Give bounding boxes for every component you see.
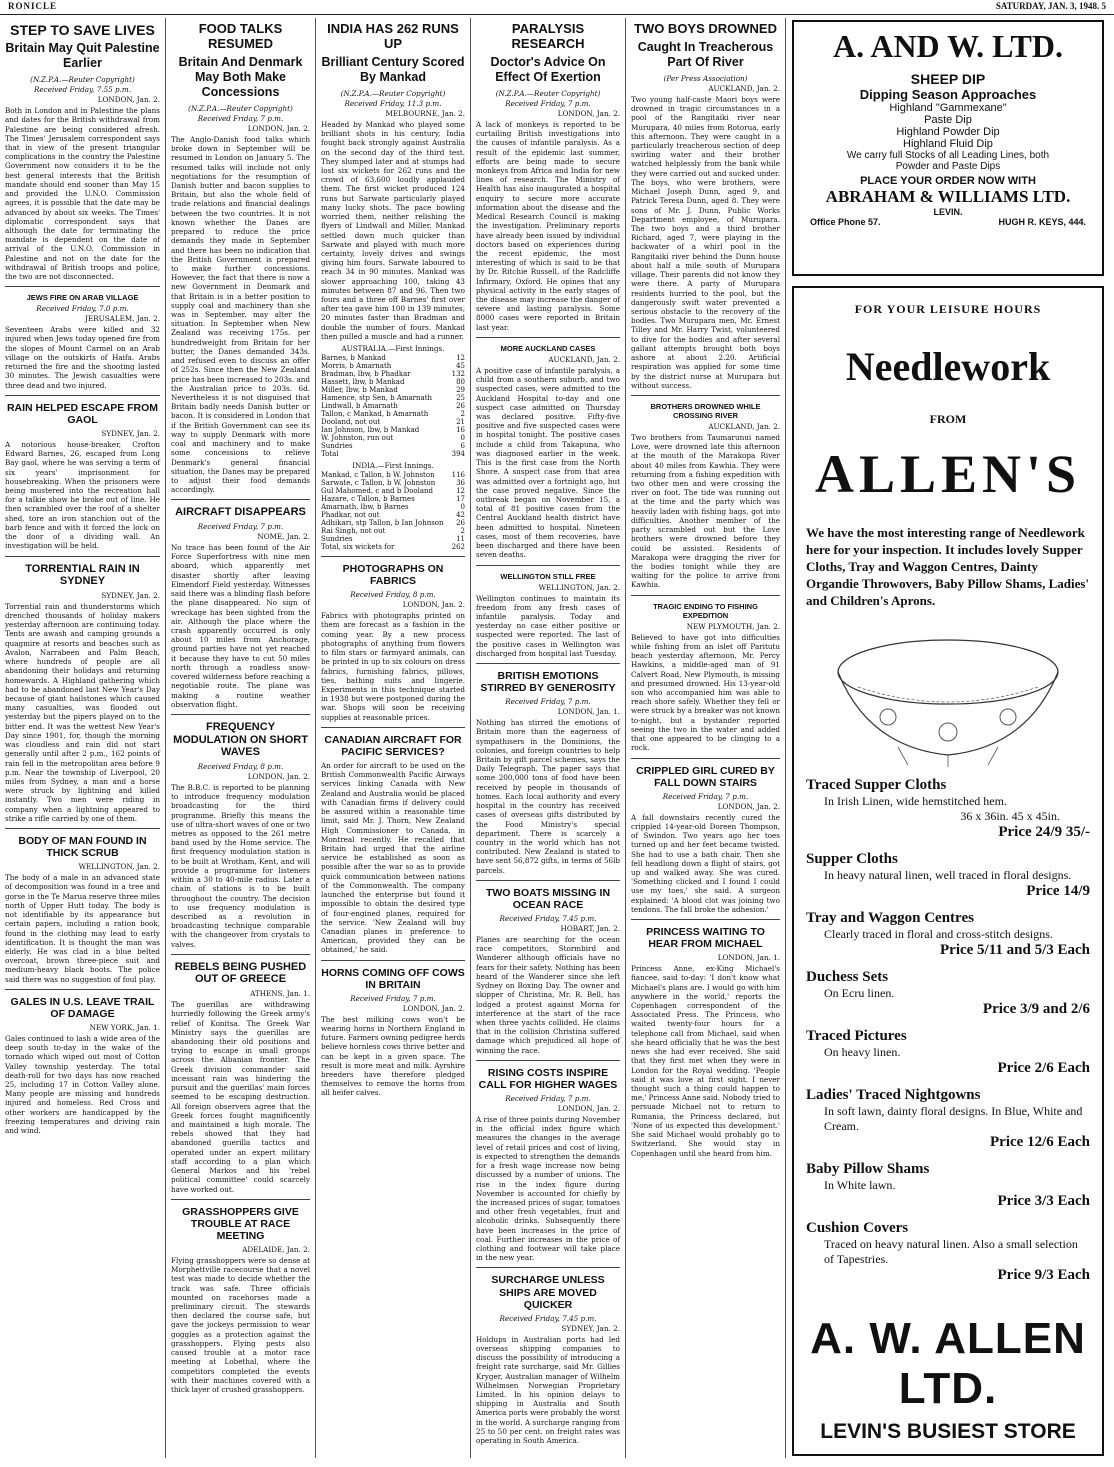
received: Received Friday, 7 p.m.	[197, 522, 284, 532]
article-rain-helped-escape	[5, 402, 160, 557]
body: The body of a male in an advanced state of decomposition was found in a tree and gorse in the Te Marua reserve three miles north of Upper Hutt today. The body is not identifiable by its appearance but certain papers, including a ration book, found in the clothing may lead to early identification. It is thought the man was elderly. He was clad in a blue belted overcoat, brown three-piece suit and medium-heavy black boots. The police said there was no suggestion of foul play.	[5, 873, 160, 984]
batsman: Hazare, c Tallon, b Barnes	[321, 495, 415, 504]
body: Headed by Mankad who played some brilliant shots in his century, India fought back strongly against Australia on the second day of the third test. They slumped later and at stumps had lost six wickets for 262 runs and the crowd of 63,600 loudly applauded them. The first wicket produced 124 runs but Sarwate particularly played many lucky shots. The pace bowling worried them, neither relishing the flyers of Lindwall and Miller. Mankad settled down much quicker than Sarwate and played with much more certainty, lovely drives and swings giving him fours. Sarwate laboured to reach 34 in 90 minutes. Mankad was slower approaching 100, taking 43 minutes between 87 and 96. Then two fours and a three off Barnes' first over after tea gave him 100 in 139 minutes, 20 minutes faster than Bradman and double the number of fours. Mankad then pulled a muscle and had a runner.	[321, 119, 465, 341]
body: The Anglo-Danish food talks which broke down in September will be resumed in London on January 5. The resumed talks will include not only negotiations for the resumption of Danish butter and bacon supplies to Britain, but also the whole field of trade relations and financial dealings between the two countries. It is not known whether the Danes are prepared to reduce the price demands they made in September and there has been no indication that the British Government is prepared to make further concessions. However, the fact that there is now a new Government in Denmark and that Britain is in a better position to supply coal and machinery than she was in September, may alter the situation. In September when New Zealand was receiving 175s. per hundredweight from Britain for her butter, the Danes demanded 343s. and refused even to discuss an offer of 252s. Since then the New Zealand price has been increased to 203s. and the Australian price to 203s. 6d. Nevertheless it is not disguised that Britain badly needs Danish butter or bacon. It is considered in London that if the British Government can see its way to supply Denmark with more coal and machinery and to make some concessions to relieve Denmark's general financial situation, the Danes may be prepared to adjust their food demands accordingly.	[171, 134, 310, 495]
headline: CANADIAN AIRCRAFT FOR PACIFIC SERVICES?	[324, 733, 462, 758]
body: Two young half-caste Maori boys were drowned in tragic circumstances in a pool of the Rangitaiki river near Murupara, 40 miles from Rotorua, early this afternoon. They were caught in a particularly treacherous section of deep swirling water and their brother watched helplessly from the bank while they were carried out and sucked under. The boys, who were brothers, were Michael Joseph Dunn, aged 9, and Patrick Teresa Dunn, aged 8. They were sons of Mr. J. Dunn, Public Works Department employee, of Murupara. The two boys and a third brother Richard, aged 7, were playing in the backwater of a whirl pool in the Rangitaiki river behind the Dunn house about half a mile south of Murupara village. Their parents did not know they were there. A party of Murupara residents hurried to the pool, but the dangerously swift water prevented a serious obstacle to the recovery of the bodies. Two Murupara men, Mr. Ernest Tilley and Mr. Harry Twist, volunteered to dive for the bodies and after several gallant attempts brought both boys ashore at about 2.20. Artificial respiration was applied for some time by the district nurse at Murupara but without success.	[631, 94, 780, 390]
ad-line: Paste Dip	[924, 114, 972, 126]
scorecard-row	[321, 418, 465, 426]
ad-item-desc: In Irish Linen, wide hemstitched hem.	[824, 794, 1007, 809]
credit: (N.Z.P.A.—Reuter Copyright)	[495, 88, 601, 98]
headline: GRASSHOPPERS GIVE TROUBLE AT RACE MEETING	[182, 1205, 299, 1242]
ad-item-name: Duchess Sets	[806, 969, 889, 986]
body: Seventeen Arabs were killed and 32 injured when Jews today opened fire from the slopes of Mount Carmel on an Arab village on the outskirts of Haifa. Arabs returned the fire and the shooting lasted 30 minutes. The Jewish casualties were three dead and two injured.	[5, 325, 160, 390]
scorecard-row	[321, 471, 465, 479]
received: Received Friday, 11.3 p.m.	[344, 98, 442, 108]
headline: REBELS BEING PUSHED OUT OF GREECE	[174, 960, 307, 986]
ad-item-name: Ladies' Traced Nightgowns	[806, 1087, 981, 1104]
article-rising-costs	[476, 1067, 620, 1269]
scorecard-row	[321, 370, 465, 378]
ad-item-name: Traced Pictures	[806, 1028, 907, 1045]
body: A fall downstairs recently cured the crippled 14-year-old Doreen Thompson, of Swindon. Two years ago her toes turned up and her feet became twisted. She had to use a bath chair. Then she fell headlong down a flight of stairs, got up and walked away. She was cured. 'Something clicked and I found I could use my toes,' she said. A surgeon explained: 'A blood clot was joining two tendons. The fall broke the adhesion.'	[631, 812, 780, 914]
ad-from: FROM	[929, 412, 967, 426]
body: A rise of three points during November in the official index figure which measures the changes in the average level of retail prices and cost of living, is expected to strengthen the demands for a fresh wage increase now being discussed by a number of unions. The rise in the index figure during November is accounted for chiefly by the increased prices of sugar, tomatoes and other fresh vegetables, fruit and alcoholic drinks. Subsequently there have been increases in the price of coal. Further increases in the price of clothing and footwear will take place in the new year.	[476, 1114, 620, 1263]
ad-slogan: LEVIN'S BUSIEST STORE	[820, 1420, 1076, 1443]
body: Torrential rain and thunderstorms which drenched thousands of holiday makers yesterday afternoon are continuing today. Tents are awash and camping grounds a quagmire at resorts and beaches such as Avalon, Narrabeen and Palm Beach, where hundreds of people are all abandoning their holidays and returning homewards. A Highland gathering which had to be abandoned last New Year's Day because of giant hailstones which caused many casualties, was flooded out yesterday but the pipers played on to the bitter end. It was the wettest New Year's Day since 1901, for, though the morning was cloudless and rain did not start generally until after 2 p.m., 162 points of rain fell in the metropolitan area before 9 p.m. Near the township of Liverpool, 20 miles from Sydney, a man and a horse were struck by lightning and killed instantly. Two men were riding in company when a lightning appeared to strike a rifle carried by one of them.	[5, 601, 160, 823]
ad-line: PLACE YOUR ORDER NOW WITH	[860, 175, 1036, 187]
headline: TWO BOATS MISSING IN OCEAN RACE	[485, 886, 611, 911]
body: Wellington continues to maintain its freedom from any fresh cases of infantile paralysis. Today and yesterday no case either positive or suspected were reported. The last of the positive cases in Wellington was discharged from hospital last Tuesday.	[476, 593, 620, 658]
ad-item-price: Price 3/9 and 2/6	[982, 1001, 1090, 1018]
ad-item-price: Price 3/3 Each	[997, 1193, 1090, 1210]
ad-item-price: Price 12/6 Each	[990, 1134, 1090, 1151]
article-india-262	[321, 22, 465, 557]
body: Planes are searching for the ocean race competitors, Stormbird and Wanderer although officials have no fears for their safety. Nothing has been heard of the Wanderer since she left Sydney on Boxing Day. The owner and skipper of Christina, Mr. R. Bell, has lodged a protest against Morna for interference at the start of the race when three yachts collided. He claims that in the collision Christina suffered damage which prejudiced all hope of winning the race.	[476, 935, 620, 1055]
column-2	[166, 18, 316, 1458]
ad-top-line: FOR YOUR LEISURE HOURS	[854, 302, 1042, 316]
ad-intro: We have the most interesting range of Needlework here for your inspection. It includes lovely Supper Cloths, Tray and Waggon Centres, Dainty Organdie Throwovers, Baby Pillow Shams, Ladies' and Children's Aprons.	[806, 525, 1090, 608]
article-surcharge	[476, 1274, 620, 1450]
runs: 11	[456, 535, 465, 544]
article-frequency-modulation	[171, 721, 310, 955]
batsman: Total, six wickets for	[321, 543, 395, 552]
body: A lack of monkeys is reported to be curtailing British investigations into the causes of infantile paralysis. As a result of the epidemic last summer, efforts are being made to secure monkeys from Africa and India for new lines of research. The Ministry of Health has also inaugurated a hospital enquiry to secure more accurate information about the disease and the Medical Research Council is making the investigation. Preliminary reports have already been issued by individual doctors based on experiences during the recent epidemic, the most interesting of which is said to be that by Dr. Ritchie Russell, of the Radcliffe Infirmary, Oxford. He opines that any physical activity in the early stages of the disease may increase the danger of severe and lasting paralysis. Some 8000 cases were reported in Britain last year.	[476, 119, 620, 332]
dateline: SYDNEY, Jan. 2.	[561, 1323, 620, 1333]
column-1	[0, 18, 166, 1458]
headline: CRIPPLED GIRL CURED BY FALL DOWN STAIRS	[636, 764, 775, 789]
ad-allens-title: ALLEN'S	[814, 444, 1082, 504]
runs: 17	[456, 495, 465, 504]
masthead-paper-name: RONICLE	[8, 1, 58, 11]
dateline: LONDON, Jan. 1.	[557, 707, 620, 717]
headline: BRITISH EMOTIONS STIRRED BY GENEROSITY	[480, 670, 616, 695]
ad-office-phone: Office Phone 57.	[810, 217, 881, 227]
credit: (N.Z.P.A.—Reuter Copyright)	[340, 88, 446, 98]
scorecard-2-title: INDIA.—First Innings.	[352, 461, 434, 471]
received: Received Friday, 7.55 p.m.	[34, 85, 131, 95]
runs: 6	[460, 442, 465, 451]
runs: 25	[456, 394, 465, 403]
body: Flying grasshoppers were so dense at Morphettville racecourse that a novel test was made to decide whether the track was safe. Three officials mounted on racehorses made a preliminary circuit. The stewards then declared the course safe, but gave the jockeys permission to wear goggles as a protection against the grasshoppers. Flying pests also caused trouble at a motor race meeting at Lobethal, where the competitors completed the events with their machines covered with a thick layer of crushed grasshoppers.	[171, 1255, 310, 1394]
article-wellington-still-free	[476, 572, 620, 665]
runs: 36	[456, 479, 465, 488]
dateline: ATHENS, Jan. 1.	[250, 989, 310, 999]
dateline: AUCKLAND, Jan. 2.	[548, 354, 620, 364]
ad-sheep-dip: SHEEP DIP	[910, 71, 986, 87]
scorecard-row	[321, 450, 465, 458]
dateline: NEW PLYMOUTH, Jan. 2.	[686, 621, 780, 631]
scorecard-row	[321, 495, 465, 503]
runs: 80	[456, 378, 465, 387]
article-more-auckland-cases	[476, 344, 620, 566]
runs: 116	[451, 471, 465, 480]
dateline: LONDON, Jan. 2.	[557, 1103, 620, 1113]
dateline: AUCKLAND, Jan. 2.	[708, 421, 780, 431]
scorecard-row	[321, 535, 465, 543]
article-tragic-ending	[631, 602, 780, 759]
runs: 26	[456, 402, 465, 411]
received: Received Friday, 7 p.m.	[350, 993, 436, 1003]
credit: (N.Z.P.A.—Reuter Copyright)	[30, 75, 135, 85]
body: The guerillas are withdrawing hurriedly following the Greek army's relief of Konitsa. The Greek War Ministry says the guerillas are abandoning their old positions and trying to escape in small groups across the Albanian frontier. The Greek division commander said incessant rain was hindering the pursuit and the guerillas' main forces seemed to be escaping destruction. All foreign observers agree that the Greek forces fought magnificently and maintained a high morale. The rebels showed that they had abandoned guerilla tactics and operated under an expert military staff according to a plan which General Markos and his 'rebel political committee' could scarcely have worked out.	[171, 1000, 310, 1194]
batsman: Barnes, b Mankad	[321, 354, 386, 363]
dateline: NEW YORK, Jan. 1.	[89, 1022, 160, 1032]
batsman: Miller, lbw, b Mankad	[321, 386, 398, 395]
ad-item-price: Price 5/11 and 5/3 Each	[940, 942, 1090, 959]
headline: AIRCRAFT DISAPPEARS	[175, 506, 306, 519]
runs: 12	[456, 487, 465, 496]
body: Gales continued to lash a wide area of the deep south to-day in the wake of the tornado which wiped out most of Cotton Valley township yesterday. The total death-roll for two days has now reached 25, including 17 in Cotton Valley alone. Many people are missing and hundreds injured and homeless. Red Cross and other workers are handicapped by the freezing temperatures and driving rain and wind.	[5, 1033, 160, 1136]
scorecard-row	[321, 394, 465, 402]
scorecard-row	[321, 511, 465, 519]
ad-phones	[794, 217, 1102, 227]
article-torrential-rain	[5, 563, 160, 830]
scorecard-row	[321, 378, 465, 386]
headline: PHOTOGRAPHS ON FABRICS	[342, 563, 444, 588]
scorecard-row	[321, 402, 465, 410]
headline: HORNS COMING OFF COWS IN BRITAIN	[321, 966, 465, 991]
runs: 262	[451, 543, 465, 552]
ad-item-desc: Traced on heavy natural linen. Also a small selection of Tapestries.	[824, 1237, 1078, 1267]
batsman: Sundries	[321, 535, 353, 544]
runs: 45	[456, 362, 465, 371]
dateline: LONDON, Jan. 2.	[97, 95, 160, 105]
article-horns-cows	[321, 967, 465, 1103]
scorecard-australia	[321, 354, 465, 458]
batsman: Dooland, not out	[321, 418, 381, 427]
article-paralysis-research	[476, 22, 620, 338]
article-canadian-aircraft	[321, 734, 465, 961]
body: Both in London and in Palestine the plans and dates for the British withdrawal from Palestine are being considered afresh. The Times' Jerusalem correspondent says that in view of the present triangular complications in the country the Palestine Government now considers it to be the best general interests that the British mandate should end sooner than May 15 and provided the U.N.O. Commission agrees, it is possible that the date may be advanced by about six weeks. The Times' diplomatic correspondent says that although the date for terminating the mandate is dependent on the date of arrival of the U.N.O. Commission in Palestine and not on the date for the withdrawal of British troops and police, the two are not disconnected.	[5, 106, 160, 282]
column-4	[471, 18, 626, 1458]
dateline: LONDON, Jan. 2.	[402, 1003, 465, 1013]
article-photographs-fabrics	[321, 563, 465, 728]
scorecard-row	[321, 442, 465, 450]
headline: FREQUENCY MODULATION ON SHORT WAVES	[173, 720, 308, 759]
batsman: Rai Singh, not out	[321, 527, 386, 536]
dateline: NOME, Jan. 2.	[257, 532, 310, 542]
runs: 2	[460, 527, 465, 536]
article-gales-in-us	[5, 996, 160, 1141]
ad-item-price: Price 9/3 Each	[997, 1267, 1090, 1284]
ad-company: ABRAHAM & WILLIAMS LTD.	[825, 187, 1071, 206]
runs: 0	[460, 503, 465, 512]
ad-item-desc: In heavy natural linen, well traced in floral designs.	[824, 868, 1072, 883]
received: Received Friday, 7 p.m.	[505, 697, 591, 707]
runs: 42	[456, 511, 465, 520]
column-5	[626, 18, 786, 1458]
received: Received Friday, 8 p.m.	[350, 590, 436, 600]
body: The best milking cows won't be wearing horns in Northern England in future. Farmers owning pedigree herds believe hornless cows thrive better and can be kept in a given space. The result is more meat and milk. Ayrshire breeders have therefore pledged themselves to remove the horns from all heifer calves.	[321, 1014, 465, 1098]
masthead	[0, 0, 1114, 15]
body: Holdups in Australian ports had led overseas shipping companies to discuss the possibility of introducing a freight rate surcharge, said Mr. Gillies Kryger, Australian manager of Wilhelm Wilhelmsen Norwegian Proprietary Limited. In his opinion delays to shipping in Australia and South America ports were probably the worst in the world. A surcharge ranging from 25 to 50 per cent. on freight rates was operating in South America.	[476, 1334, 620, 1446]
body: The B.B.C. is reported to be planning to introduce frequency modulation broadcasting for the third programme. Briefly this means the use of ultra-short waves of one or two metres as opposed to the 261 metre band used by the Home service. The first frequency modulation station is to be built at Wrotham, Kent, and will provide a programme for listeners within a 30 to 40-mile radius. Later a chain of stations is to be built throughout the country. The decision to use frequency modulation is described as a revolution in broadcasting technique comparable with the changeover from crystals to valves.	[171, 782, 310, 949]
headline: PARALYSIS RESEARCH	[511, 21, 585, 51]
received: Received Friday, 7.45 p.m.	[499, 914, 597, 923]
body: No trace has been found of the Air Force Superfortress with nine men aboard, which apparently met disaster shortly after leaving Elmendorf Field yesterday. Witnesses said there was a blinding flash before the plane disappeared. No sign of wreckage has been sighted from the air. Although the place where the crash apparently occurred is only about 10 miles from Anchorage, ground parties have not yet reached it because they have to cut 50 miles north through a roadless snow-covered wilderness before reaching a negotiable route. The plane was making a routine weather observation flight.	[171, 543, 310, 709]
dateline: ADELAIDE, Jan. 2.	[242, 1244, 310, 1254]
received: Received Friday, 7.45 p.m.	[499, 1313, 597, 1323]
scorecard-row	[321, 354, 465, 362]
runs: 29	[456, 386, 465, 395]
body: Two brothers from Taumarunui named Love, were drowned late this afternoon at the mouth of the Marakopa River about 40 miles from Kawhia. They were returning from a fishing expedition with two other men and were crossing the river on foot. The tide was running out at the time and the party which was heavily laden with fishing bags, got into difficulties. Another member of the party scrambled out but the Love brothers were drowned before they could be assisted. Residents of Marakopa were dragging the river for the bodies tonight while they are waiting for the police to arrive from Kawhia.	[631, 432, 780, 590]
article-princess-waiting	[631, 926, 780, 1163]
ad-item	[806, 777, 1090, 841]
body: Nothing has stirred the emotions of Britain more than the eagerness of sympathisers in the Dominions, the colonies, and foreign countries to help Britain by gift parcel schemes, says the Daily Telegraph. The paper says that some 200,000 tons of food have been received by people in thousands of homes. Each local authority and every hospital in the country has received cases of overseas gifts distributed by the Food Ministry's special department. There is scarcely a country in the world which has not contributed. New Zealand is stated to have sent 56,872 gifts, in terms of 56lb parcels.	[476, 718, 620, 875]
headline: GALES IN U.S. LEAVE TRAIL OF DAMAGE	[10, 995, 155, 1020]
ad-item	[806, 910, 1090, 959]
runs: 2	[460, 410, 465, 419]
batsman: Lindwall, b Amarnath	[321, 402, 398, 411]
dateline: SYDNEY, Jan. 2.	[101, 428, 160, 438]
runs: 0	[460, 434, 465, 443]
ad-item	[806, 1220, 1090, 1284]
batsman: W. Johnston, run out	[321, 434, 394, 443]
batsman: Amarnath, lbw, b Barnes	[321, 503, 409, 512]
embroidered-cloth-illustration	[798, 617, 1098, 767]
article-body-of-man	[5, 835, 160, 990]
ad-line: We carry full Stocks of all Leading Lines, both	[846, 150, 1050, 161]
received: Received Friday, 7 p.m.	[505, 1093, 591, 1103]
body: Believed to have got into difficulties while fishing from an islet off Paritutu beach yesterday afternoon, Mr. Percy Hawkins, a middle-aged man of 91 Calvert Road, New Plymouth, is missing and presumed drowned. His 13-year-old son who accompanied him was able to reach shore safely. Whether they fell or were struck by a breaker was not known to-night, but a bystander reported seeing the two in the water and added that one appeared to be clinging to a rock.	[631, 632, 780, 753]
ad-item-price: Price 2/6 Each	[997, 1060, 1090, 1077]
article-rebels-greece	[171, 961, 310, 1200]
batsman: Adhikari, stp Tallon, b Ian Johnson	[321, 519, 444, 528]
column-3	[316, 18, 471, 1458]
batsman: Tallon, c Mankad, b Amarnath	[321, 410, 429, 419]
received: Received Friday, 7.0 p.m.	[36, 304, 129, 314]
headline: RAIN HELPED ESCAPE FROM GAOL	[6, 401, 159, 426]
runs: 394	[451, 450, 465, 459]
scorecard-row	[321, 519, 465, 527]
ad-brand: A. AND W. LTD.	[832, 28, 1063, 64]
runs: 16	[456, 426, 465, 435]
batsman: Hassett, lbw, b Mankad	[321, 378, 405, 387]
headline: SURCHARGE UNLESS SHIPS ARE MOVED QUICKER	[491, 1274, 605, 1311]
scorecard-row	[321, 527, 465, 535]
dateline: LONDON, Jan. 2.	[247, 123, 310, 133]
subheadline: Brilliant Century Scored By Mankad	[321, 54, 465, 84]
credit: (Per Press Association)	[663, 73, 748, 83]
dateline: WELLINGTON, Jan. 2.	[78, 862, 160, 872]
subheadline: Britain And Denmark May Both Make Concessions	[178, 54, 303, 99]
masthead-date: SATURDAY, JAN. 3, 1948. 5	[995, 1, 1106, 11]
subheadline: Doctor's Advice On Effect Of Exertion	[490, 54, 606, 84]
ad-abraham-williams	[792, 20, 1104, 276]
ad-item-price: Price 24/9 35/-	[998, 824, 1090, 841]
dateline: LONDON, Jan. 2.	[247, 771, 310, 781]
ad-item-name: Tray and Waggon Centres	[806, 910, 974, 927]
headline: STEP TO SAVE LIVES	[10, 22, 155, 38]
received: Received Friday, 7 p.m.	[662, 791, 749, 801]
dateline: WELLINGTON, Jan. 2.	[538, 582, 620, 592]
body: A notorious house-breaker, Crofton Edward Barnes, 26, escaped from Long Bay gaol, where he was serving a term of six years' imprisonment for housebreaking. When the prisoners were being mustered into the recreation hall for a talkie show he broke out of line. He then scrambled over the roof of a shelter shed, tore an iron stanchion out of the barb fence and with it forced the lock on the door of a dividing wall. An investigation will be held.	[5, 439, 160, 551]
runs: 132	[451, 370, 465, 379]
headline: BODY OF MAN FOUND IN THICK SCRUB	[18, 835, 147, 860]
subheadline: Britain May Quit Palestine Earlier	[5, 41, 160, 71]
ad-item-desc: On heavy linen.	[824, 1045, 901, 1060]
dateline: AUCKLAND, Jan. 2.	[708, 83, 780, 93]
batsman: Sundries	[321, 442, 353, 451]
dateline: MELBOURNE, Jan. 2.	[385, 108, 465, 118]
headline: INDIA HAS 262 RUNS UP	[327, 21, 459, 51]
ad-item-name: Traced Supper Cloths	[806, 777, 947, 794]
received: Received Friday, 8 p.m.	[197, 761, 284, 771]
dateline: LONDON, Jan. 2.	[402, 600, 465, 610]
scorecard-row	[321, 434, 465, 442]
ad-item-price: Price 14/9	[1026, 883, 1090, 900]
ad-line: Powder and Paste Dips	[895, 161, 1001, 172]
dateline: LONDON, Jan. 2.	[717, 801, 780, 811]
headline: TRAGIC ENDING TO FISHING EXPEDITION	[653, 601, 758, 620]
dateline: LONDON, Jan. 2.	[557, 108, 620, 118]
batsman: Ian Johnson, lbw, b Mankad	[321, 426, 420, 435]
headline: MORE AUCKLAND CASES	[500, 343, 596, 353]
batsman: Sarwate, c Tallon, b W. Johnston	[321, 479, 436, 488]
headline: WELLINGTON STILL FREE	[500, 571, 596, 581]
headline: TWO BOYS DROWNED	[634, 21, 777, 36]
ad-line: Highland "Gammexane"	[889, 102, 1007, 114]
dateline: SYDNEY, Jan. 2.	[101, 590, 160, 600]
scorecard-row	[321, 362, 465, 370]
scorecard-row	[321, 426, 465, 434]
ad-item	[806, 851, 1090, 900]
ad-item-desc: In White lawn.	[824, 1178, 896, 1193]
runs: 12	[456, 354, 465, 363]
headline: PRINCESS WAITING TO HEAR FROM MICHAEL	[646, 926, 765, 951]
article-aircraft-disappears	[171, 506, 310, 715]
scorecard-row	[321, 386, 465, 394]
ad-line: Dipping Season Approaches	[859, 87, 1037, 102]
batsman: Hamence, stp Sen, b Amarnath	[321, 394, 433, 403]
ad-item-desc: In soft lawn, dainty floral designs. In Blue, White and Cream.	[824, 1104, 1083, 1134]
ad-item	[806, 969, 1090, 1018]
body: A positive case of infantile paralysis, a child from a southern suburb, and two suspected cases, were admitted to the Auckland Hospital to-day and one suspect case admitted on Thursday was declared positive. Fifty-five positive and five suspected cases were in hospital tonight. The positive cases include a child from Takapuna, who was diagnosed earlier in the week. This is the first case from the North Shore. A suspect case from that area was admitted over a fortnight ago, but the case proved negative. Since the outbreak began on November 15, a total of 81 positive cases from the Central Auckland health district have been admitted to hospital. Nineteen cases, most of them recoveries, have been discharged and there have been seven deaths.	[476, 365, 620, 560]
batsman: Bradman, lbw, b Phadkar	[321, 370, 411, 379]
scorecard-row	[321, 503, 465, 511]
article-crippled-girl	[631, 765, 780, 921]
runs: 21	[456, 418, 465, 427]
ad-needlework-title: Needlework	[845, 344, 1051, 389]
ad-hugh-keys: HUGH R. KEYS, 444.	[998, 217, 1086, 227]
headline: BROTHERS DROWNED WHILE CROSSING RIVER	[650, 401, 761, 420]
article-grasshoppers	[171, 1206, 310, 1399]
ad-item-name: Baby Pillow Shams	[806, 1161, 930, 1178]
ad-item-sizes: 36 x 36in. 45 x 45in.	[960, 809, 1060, 824]
headline: JEWS FIRE ON ARAB VILLAGE	[26, 293, 139, 303]
received: Received Friday, 7 p.m.	[197, 113, 284, 123]
body: Princess Anne, ex-King Michael's fiancee, said to-day: 'I don't know what Michael's plans are. I would go with him anywhere in the world,' reports the Copenhagen correspondent of the Associated Press. The Princess, who waited twenty-four hours for a telephone call from Michael, said when she heard officially that he was the best news she had ever received. She said that they first met when they were in London for the Royal wedding. 'People said it was love at first sight. I never thought such a thing could happen to me,' Princess Anne said. Nobody tried to persuade Michael not to return to Rumania, the Princess declared, but 'None of us expected this development.' She said Michael would probably go to Switzerland. She would stay in Copenhagen until she heard from him.	[631, 964, 780, 1158]
article-step-to-save-lives	[5, 22, 160, 287]
batsman: Total	[321, 450, 339, 459]
article-two-boats-missing	[476, 887, 620, 1061]
body: Fabrics with photographs printed on them are forecast as a fashion in the coming year. By a new process photographs of anything from flowers to film stars or farmyard animals, can be printed in up to six colours on dress fabrics, furnishing fabrics, pillows, ties, bathing suits and lingerie. Experiments in this technique started in 1938 but were postponed during the war. Shops will soon be receiving supplies at reasonable prices.	[321, 611, 465, 722]
credit: (N.Z.P.A.—Reuter Copyright)	[188, 103, 293, 113]
scorecard-india	[321, 471, 465, 551]
scorecard-row	[321, 410, 465, 418]
headline: TORRENTIAL RAIN IN SYDNEY	[25, 562, 140, 588]
ad-item	[806, 1161, 1090, 1210]
ad-item-desc: On Ecru linen.	[824, 986, 895, 1001]
scorecard-1-title: AUSTRALIA.—First Innings.	[341, 344, 445, 354]
batsman: Phadkar, not out	[321, 511, 380, 520]
subheadline: Caught In Treacherous Part Of River	[637, 39, 774, 69]
ad-line: Highland Fluid Dip	[903, 138, 993, 150]
article-two-boys-drowned	[631, 22, 780, 396]
headline: FOOD TALKS RESUMED	[198, 21, 283, 51]
scorecard-row	[321, 487, 465, 495]
ad-item-name: Supper Cloths	[806, 851, 898, 868]
received: Received Friday, 7 p.m.	[505, 98, 591, 108]
body: An order for aircraft to be used on the British Commonwealth Pacific Airways services linking Canada with New Zealand and Australia would be placed with Canadian firms if delivery could be assured within a reasonable time limit, said Mr. J. Thorn, New Zealand High Commissioner to Canada, in Montreal recently. He recalled that Britain had urged that the airline service be established as soon as possible after the war so as to provide quick communication between nations of the Commonwealth. The company launched the enterprise but found it impossible to obtain the desired type of four-engined planes, required for the service. 'New Zealand will buy Canadian planes in preference to American, provided they can be obtained,' he said.	[321, 761, 465, 955]
ad-item	[806, 1028, 1090, 1077]
scorecard-row	[321, 479, 465, 487]
dateline: JERUSALEM, Jan. 2.	[85, 314, 160, 324]
ad-company-name: A. W. ALLEN LTD.	[810, 1314, 1086, 1413]
article-food-talks	[171, 22, 310, 500]
article-jews-fire	[5, 293, 160, 396]
ad-item-name: Cushion Covers	[806, 1220, 909, 1237]
headline: RISING COSTS INSPIRE CALL FOR HIGHER WAGES	[478, 1066, 618, 1091]
ad-item	[806, 1087, 1090, 1151]
ad-town: LEVIN.	[933, 207, 963, 217]
dateline: HOBART, Jan. 2.	[560, 924, 620, 933]
article-brothers-drowned	[631, 402, 780, 596]
batsman: Gul Mahomed, c and b Dooland	[321, 487, 434, 496]
article-british-emotions	[476, 670, 620, 881]
batsman: Morris, b Amarnath	[321, 362, 392, 371]
scorecard-row	[321, 543, 465, 551]
ad-line: Highland Powder Dip	[896, 126, 1000, 138]
ad-items-list	[806, 777, 1090, 1284]
ad-allens-needlework	[792, 286, 1104, 1456]
dateline: LONDON, Jan. 1.	[717, 953, 780, 963]
batsman: Mankad, c Tallon, b W. Johnston	[321, 471, 435, 480]
ad-item-desc: Clearly traced in floral and cross-stitch designs.	[824, 927, 1053, 942]
runs: 26	[456, 519, 465, 528]
